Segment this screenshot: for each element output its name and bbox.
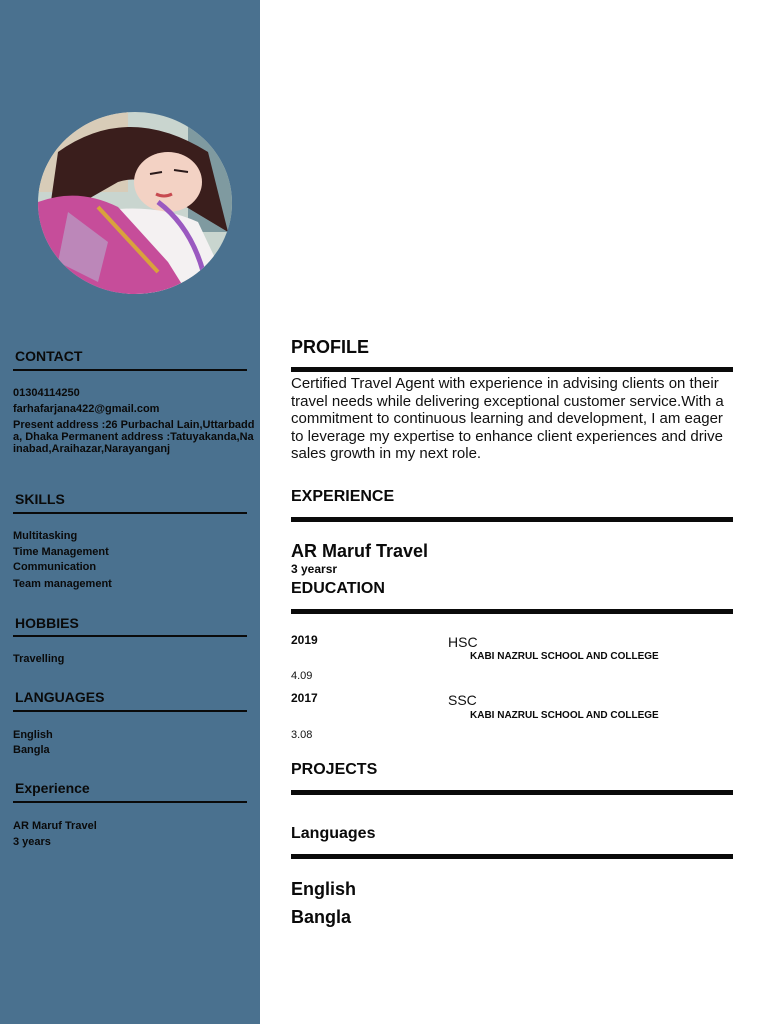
education-result: 4.09 xyxy=(291,670,313,682)
skill-item: Time Management xyxy=(13,546,109,558)
sidebar xyxy=(0,0,260,1024)
contact-divider xyxy=(13,369,247,371)
education-year: 2017 xyxy=(291,691,318,705)
contact-phone: 01304114250 xyxy=(13,387,80,399)
contact-address: Present address :26 Purbachal Lain,Uttarbadda, Dhaka Permanent address :Tatuyakanda,Nainabad,Araihazar,Narayanganj xyxy=(13,419,255,455)
education-school: KABI NAZRUL SCHOOL AND COLLEGE xyxy=(470,710,659,721)
hobby-item: Travelling xyxy=(13,653,65,665)
education-degree: SSC xyxy=(448,692,477,708)
profile-heading: PROFILE xyxy=(291,337,370,357)
profile-photo-image xyxy=(38,112,232,294)
profile-photo xyxy=(38,112,232,294)
hobbies-heading: HOBBIES xyxy=(15,615,79,631)
contact-heading: CONTACT xyxy=(15,348,83,364)
skills-divider xyxy=(13,512,247,514)
experience-section-heading: EXPERIENCE xyxy=(291,488,395,505)
skill-item: Communication xyxy=(13,561,97,573)
profile-summary: Certified Travel Agent with experience in advising clients on their travel needs while delivering exceptional customer service.With a commitment to continuous learning and development, I am eager to leverage my expertise to enhance client experiences and drive sales growth in my next role. xyxy=(291,375,724,462)
profile-divider xyxy=(291,367,733,372)
language-item: Bangla xyxy=(13,744,50,756)
education-divider xyxy=(291,609,733,614)
education-result: 3.08 xyxy=(291,729,313,741)
experience-company-duration: 3 yearsr xyxy=(291,562,338,576)
language-item: English xyxy=(13,729,53,741)
projects-heading: PROJECTS xyxy=(291,761,378,778)
education-school: KABI NAZRUL SCHOOL AND COLLEGE xyxy=(470,651,659,662)
experience-section-divider xyxy=(291,517,733,522)
experience-company-name: AR Maruf Travel xyxy=(291,541,429,561)
experience-duration: 3 years xyxy=(13,836,51,848)
education-degree: HSC xyxy=(448,634,478,650)
language-entry: Bangla xyxy=(291,907,352,927)
projects-divider xyxy=(291,790,733,795)
language-entry: English xyxy=(291,879,357,899)
languages-section-heading: Languages xyxy=(291,825,376,842)
skill-item: Multitasking xyxy=(13,530,78,542)
skills-heading: SKILLS xyxy=(15,491,65,507)
contact-email: farhafarjana422@gmail.com xyxy=(13,403,160,415)
education-heading: EDUCATION xyxy=(291,580,385,597)
experience-company: AR Maruf Travel xyxy=(13,820,97,832)
languages-divider xyxy=(13,710,247,712)
education-year: 2019 xyxy=(291,633,318,647)
languages-section-divider xyxy=(291,854,733,859)
languages-heading: LANGUAGES xyxy=(15,689,105,705)
experience-divider xyxy=(13,801,247,803)
skill-item: Team management xyxy=(13,578,112,590)
hobbies-divider xyxy=(13,635,247,637)
experience-heading: Experience xyxy=(15,780,90,796)
